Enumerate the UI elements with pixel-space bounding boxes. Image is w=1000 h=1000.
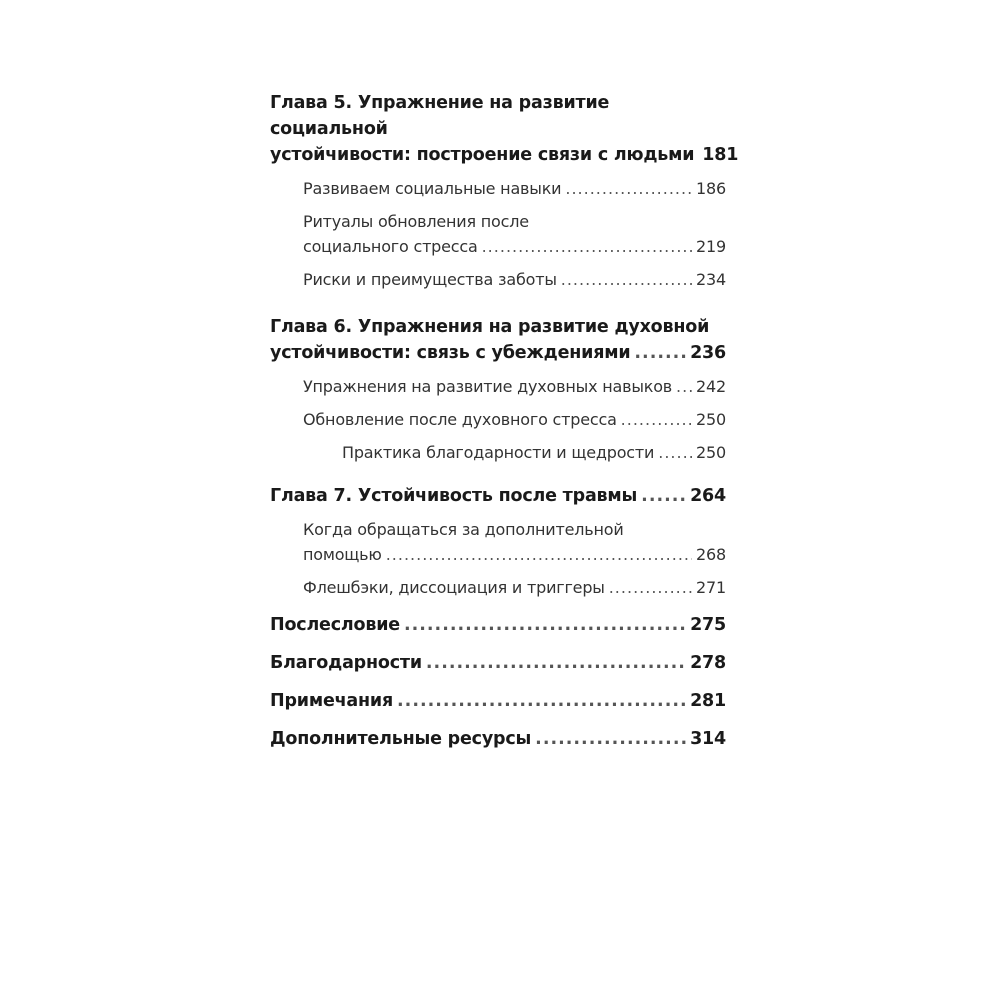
page-number: 271 bbox=[696, 578, 726, 597]
section-title-line: Когда обращаться за дополнительной bbox=[303, 520, 624, 539]
section-entry[interactable] bbox=[270, 176, 726, 201]
page-number: 268 bbox=[696, 545, 726, 564]
acknowledgements-entry[interactable] bbox=[270, 650, 726, 676]
section-title-line: помощью bbox=[303, 545, 382, 564]
chapter-title-line: устойчивости: связь с убеждениями bbox=[270, 343, 631, 363]
section-title: Риски и преимущества заботы bbox=[303, 270, 557, 289]
section-title: Развиваем социальные навыки bbox=[303, 179, 562, 198]
section-entry[interactable] bbox=[270, 575, 726, 600]
section-entry[interactable] bbox=[270, 517, 726, 567]
dot-leader bbox=[676, 374, 692, 399]
section-entry[interactable] bbox=[270, 374, 726, 399]
page-number: 275 bbox=[690, 615, 726, 635]
dot-leader bbox=[641, 483, 686, 509]
table-of-contents bbox=[270, 90, 739, 752]
page-number: 181 bbox=[702, 145, 739, 165]
additional-resources-entry[interactable] bbox=[270, 726, 726, 752]
page-number: 186 bbox=[696, 179, 726, 198]
page-number: 219 bbox=[696, 237, 726, 256]
dot-leader bbox=[482, 234, 692, 259]
dot-leader bbox=[404, 612, 686, 638]
chapter-6-entry[interactable] bbox=[270, 314, 726, 366]
chapter-title-line: Глава 5. Упражнение на развитие социальной bbox=[270, 93, 610, 139]
chapter-title: Глава 7. Устойчивость после травмы bbox=[270, 486, 638, 506]
section-entry[interactable] bbox=[270, 267, 726, 292]
dot-leader bbox=[561, 267, 692, 292]
subsection-title: Практика благодарности и щедрости bbox=[342, 443, 655, 462]
dot-leader bbox=[386, 542, 692, 567]
dot-leader bbox=[621, 407, 692, 432]
dot-leader bbox=[634, 340, 686, 366]
page-number: 314 bbox=[690, 729, 726, 749]
entry-title: Послесловие bbox=[270, 615, 400, 635]
dot-leader bbox=[426, 650, 686, 676]
page-number: 281 bbox=[690, 691, 726, 711]
chapter-title-line: Глава 6. Упражнения на развитие духовной bbox=[270, 317, 710, 337]
dot-leader bbox=[565, 176, 692, 201]
section-title-line: социального стресса bbox=[303, 237, 478, 256]
chapter-5-entry[interactable] bbox=[270, 90, 739, 168]
notes-entry[interactable] bbox=[270, 688, 726, 714]
subsection-entry[interactable] bbox=[270, 440, 726, 465]
section-entry[interactable] bbox=[270, 407, 726, 432]
section-entry[interactable] bbox=[270, 209, 726, 259]
afterword-entry[interactable] bbox=[270, 612, 726, 638]
dot-leader bbox=[397, 688, 686, 714]
entry-title: Дополнительные ресурсы bbox=[270, 729, 532, 749]
entry-title: Благодарности bbox=[270, 653, 422, 673]
page-number: 250 bbox=[696, 443, 726, 462]
section-title-line: Ритуалы обновления после bbox=[303, 212, 529, 231]
chapter-title-line: устойчивости: построение связи с людьми bbox=[270, 145, 695, 165]
section-title: Упражнения на развитие духовных навыков bbox=[303, 377, 673, 396]
page-number: 250 bbox=[696, 410, 726, 429]
chapter-7-entry[interactable] bbox=[270, 483, 726, 509]
dot-leader bbox=[658, 440, 692, 465]
entry-title: Примечания bbox=[270, 691, 394, 711]
section-title: Обновление после духовного стресса bbox=[303, 410, 617, 429]
dot-leader bbox=[609, 575, 692, 600]
page-number: 278 bbox=[690, 653, 726, 673]
page-number: 236 bbox=[690, 343, 726, 363]
page-number: 264 bbox=[690, 486, 726, 506]
section-title: Флешбэки, диссоциация и триггеры bbox=[303, 578, 605, 597]
page-number: 234 bbox=[696, 270, 726, 289]
dot-leader bbox=[535, 726, 686, 752]
page-number: 242 bbox=[696, 377, 726, 396]
